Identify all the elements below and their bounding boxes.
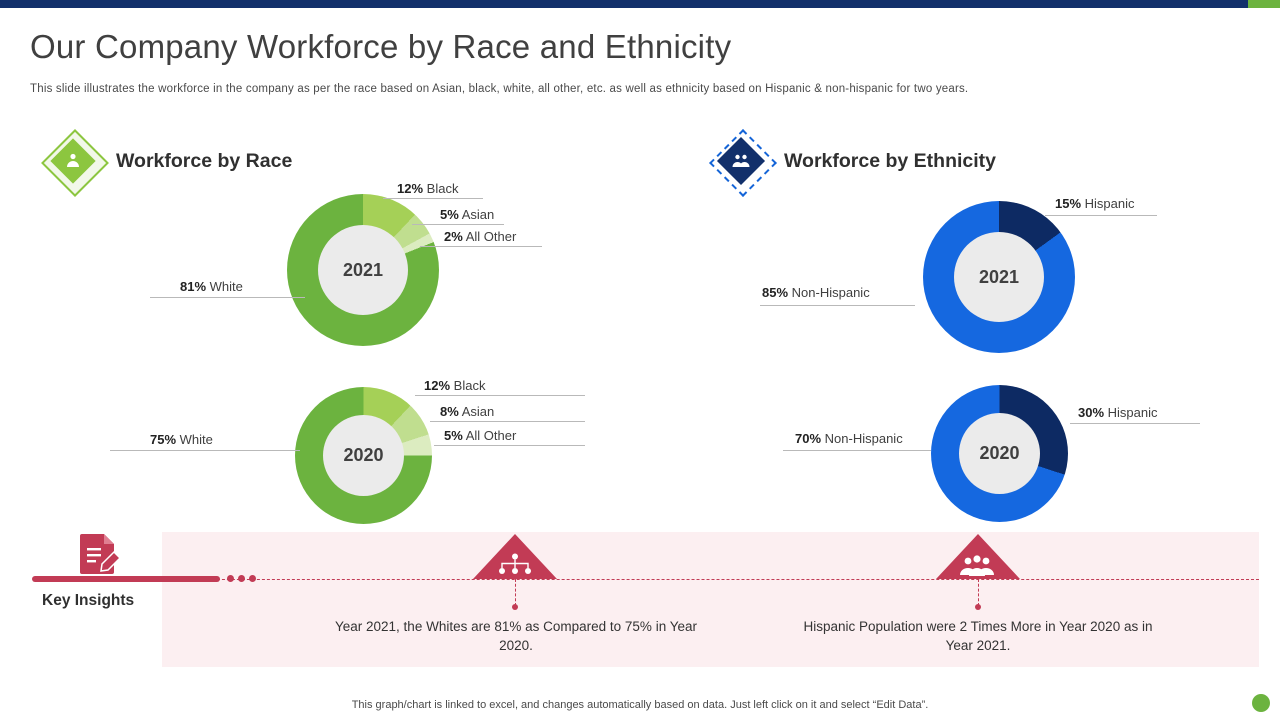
callout-race-2021-allother xyxy=(444,229,516,244)
callout-label: Hispanic xyxy=(1107,405,1158,420)
callout-label: All Other xyxy=(465,229,517,244)
donut-ring-ethnicity-2021 xyxy=(923,201,1075,353)
key-insights-dashed-line xyxy=(162,579,1259,580)
callout-ethnicity-2021-hispanic xyxy=(1055,196,1135,211)
key-insights-label: Key Insights xyxy=(42,592,135,609)
callout-label: Black xyxy=(426,181,459,196)
donut-ring-race-2020 xyxy=(295,387,432,524)
callout-label: All Other xyxy=(465,428,517,443)
group-people-glyph xyxy=(956,554,998,583)
callout-label: Asian xyxy=(461,404,495,419)
key-insights-bar xyxy=(32,576,220,582)
leader-line-hispanic-2021 xyxy=(1045,215,1157,216)
donut-chart-race-2021 xyxy=(287,194,439,346)
callout-ethnicity-2020-hispanic xyxy=(1078,405,1158,420)
callout-race-2021-white xyxy=(180,279,243,294)
section-header-ethnicity xyxy=(710,130,996,192)
donut-ring-race-2021 xyxy=(287,194,439,346)
callout-value: 15% xyxy=(1055,196,1082,211)
callout-value: 30% xyxy=(1078,405,1105,420)
callout-label: Hispanic xyxy=(1084,196,1135,211)
donut-center-label-ethnicity-2021: 2021 xyxy=(954,232,1044,322)
callout-label: White xyxy=(209,279,243,294)
callout-race-2020-allother xyxy=(444,428,516,443)
callout-race-2020-white xyxy=(150,432,213,447)
insight-text-2: Hispanic Population were 2 Times More in Year 2020 as in Year 2021. xyxy=(803,619,1153,653)
leader-line-black-2020 xyxy=(415,395,585,396)
callout-value: 85% xyxy=(762,285,789,300)
leader-line-allother-2020 xyxy=(434,445,585,446)
callout-race-2021-asian xyxy=(440,207,494,222)
document-edit-icon xyxy=(74,532,122,576)
donut-chart-ethnicity-2020 xyxy=(931,385,1068,522)
callout-label: Non-Hispanic xyxy=(824,431,903,446)
top-bar xyxy=(0,0,1280,8)
people-diamond-blue-icon xyxy=(710,130,772,192)
donut-center-label-ethnicity-2020: 2020 xyxy=(959,413,1040,494)
people-diamond-icon xyxy=(42,130,104,192)
callout-value: 12% xyxy=(424,378,451,393)
people-glyph xyxy=(42,130,104,192)
page-title: Our Company Workforce by Race and Ethnicity xyxy=(30,28,732,65)
people-glyph-blue xyxy=(710,130,772,192)
callout-ethnicity-2021-nonhispanic xyxy=(762,285,870,300)
corner-accent-dot xyxy=(1252,694,1270,712)
leader-line-white-2021 xyxy=(150,297,305,298)
section-title-race: Workforce by Race xyxy=(116,149,293,172)
section-title-ethnicity: Workforce by Ethnicity xyxy=(784,149,997,172)
donut-ring-ethnicity-2020 xyxy=(931,385,1068,522)
callout-ethnicity-2020-nonhispanic xyxy=(795,431,903,446)
callout-label: Asian xyxy=(461,207,495,222)
callout-race-2021-black xyxy=(397,181,458,196)
insight-dot-1 xyxy=(512,604,518,610)
callout-value: 75% xyxy=(150,432,177,447)
donut-chart-ethnicity-2021 xyxy=(923,201,1075,353)
donut-center-label-race-2021: 2021 xyxy=(318,225,408,315)
leader-line-asian-2020 xyxy=(430,421,585,422)
page-subtitle: This slide illustrates the workforce in the company as per the race based on Asian, black, white, all other, etc. as well as ethnicity based on Hispanic & non-hispanic for two years. xyxy=(30,83,969,95)
leader-line-nonhispanic-2020 xyxy=(783,450,931,451)
footer-note: This graph/chart is linked to excel, and changes automatically based on data. Just left click on it and select “Edit Data”. xyxy=(351,699,929,711)
callout-label: Non-Hispanic xyxy=(791,285,870,300)
donut-chart-race-2020 xyxy=(295,387,432,524)
callout-value: 5% xyxy=(440,207,459,222)
insight-stem-2 xyxy=(978,579,980,606)
top-bar-accent xyxy=(1248,0,1280,8)
insight-stem-1 xyxy=(515,579,517,606)
callout-value: 2% xyxy=(444,229,463,244)
leader-line-allother-2021 xyxy=(420,246,542,247)
leader-line-black-2021 xyxy=(383,198,483,199)
leader-line-hispanic-2020 xyxy=(1070,423,1200,424)
section-header-race xyxy=(42,130,292,192)
callout-race-2020-black xyxy=(424,378,485,393)
callout-value: 8% xyxy=(440,404,459,419)
key-insights-dots xyxy=(227,575,256,582)
callout-label: White xyxy=(179,432,213,447)
insight-dot-2 xyxy=(975,604,981,610)
leader-line-white-2020 xyxy=(110,450,300,451)
insight-text-1: Year 2021, the Whites are 81% as Compared to 75% in Year 2020. xyxy=(335,619,697,653)
org-chart-glyph xyxy=(494,553,536,582)
callout-value: 81% xyxy=(180,279,207,294)
callout-race-2020-asian xyxy=(440,404,494,419)
leader-line-asian-2021 xyxy=(412,224,504,225)
callout-value: 5% xyxy=(444,428,463,443)
callout-value: 70% xyxy=(795,431,822,446)
callout-label: Black xyxy=(453,378,486,393)
donut-center-label-race-2020: 2020 xyxy=(323,415,404,496)
leader-line-nonhispanic-2021 xyxy=(760,305,915,306)
callout-value: 12% xyxy=(397,181,424,196)
